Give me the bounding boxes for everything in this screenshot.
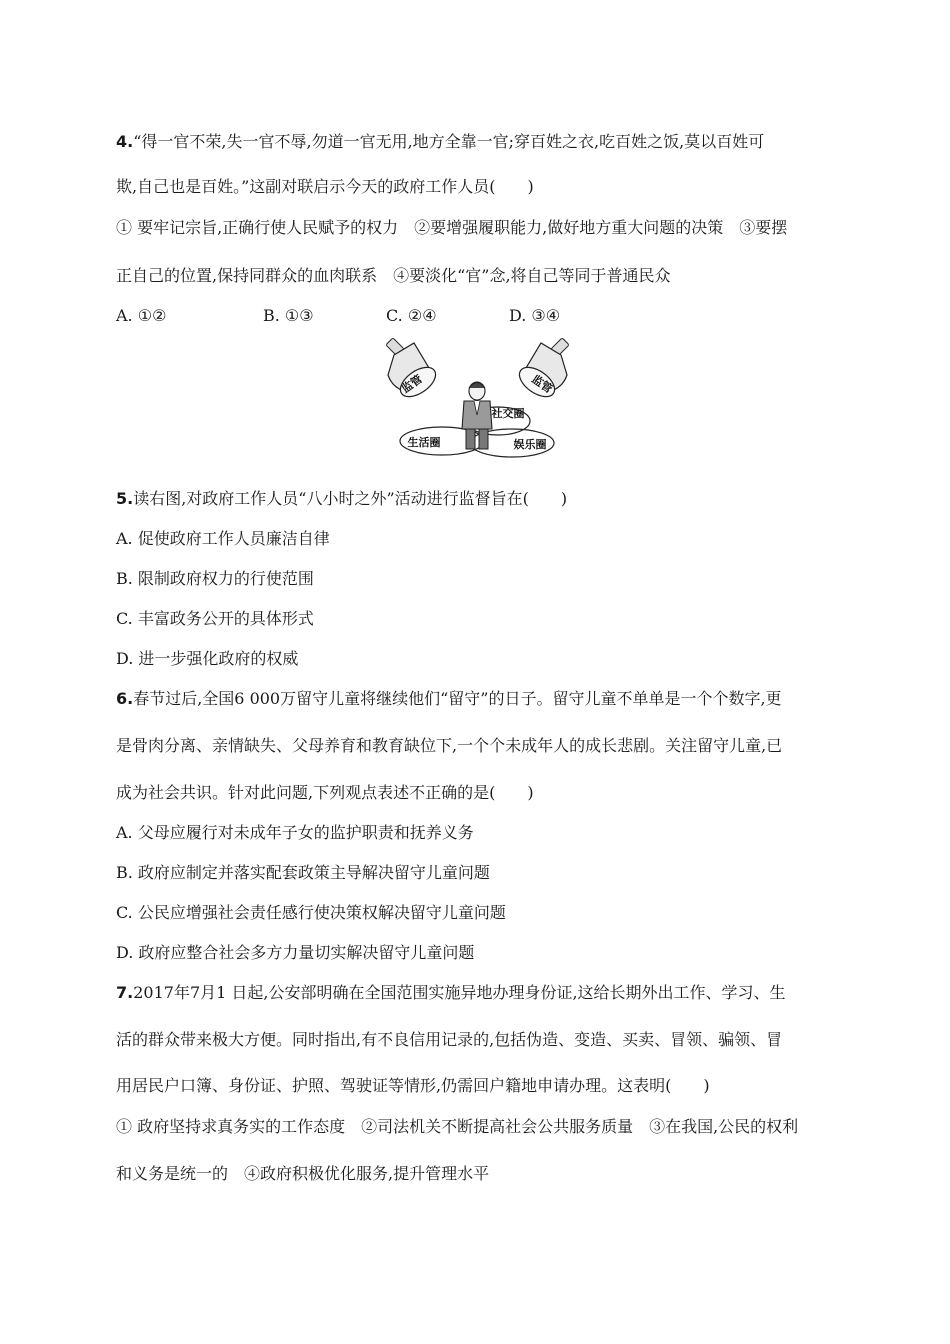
social-circle-label: 社交圈: [491, 407, 525, 420]
q6-option-d[interactable]: D. 政府应整合社会多方力量切实解决留守儿童问题: [116, 943, 475, 962]
q5-stem: [116, 489, 567, 509]
q4-option-b[interactable]: B. ①③: [263, 306, 314, 325]
q6-number: 6.: [116, 689, 134, 708]
q6-option-a[interactable]: A. 父母应履行对未成年子女的监护职责和抚养义务: [116, 823, 474, 842]
q4-option-d[interactable]: D. ③④: [509, 306, 561, 325]
q7-items-line-1: ① 政府坚持求真务实的工作态度 ②司法机关不断提高社会公共服务质量 ③在我国,公民的权利: [116, 1117, 799, 1136]
q4-number: 4.: [116, 132, 134, 151]
q6-stem-line-2: 是骨肉分离、亲情缺失、父母养育和教育缺位下,一个个未成年人的成长悲剧。关注留守儿童,已: [116, 736, 783, 755]
official-figure-icon: [462, 382, 492, 449]
q4-stem-line-2: 欺,自己也是百姓。”这副对联启示今天的政府工作人员( ): [116, 177, 534, 196]
q4-option-a[interactable]: A. ①②: [116, 306, 167, 325]
right-lamp-label: 监管: [529, 372, 555, 396]
life-circle-label: 生活圈: [407, 436, 441, 449]
q7-stem-line-1: [116, 983, 786, 1003]
q5-option-d[interactable]: D. 进一步强化政府的权威: [116, 649, 299, 668]
q7-number: 7.: [116, 983, 134, 1002]
q4-items-line-2: 正自己的位置,保持同群众的血肉联系 ④要淡化“官”念,将自己等同于普通民众: [116, 266, 671, 285]
supervision-illustration: [380, 335, 575, 463]
q6-option-b[interactable]: B. 政府应制定并落实配套政策主导解决留守儿童问题: [116, 863, 490, 882]
entertainment-circle-label: 娱乐圈: [513, 438, 547, 451]
q6-option-c[interactable]: C. 公民应增强社会责任感行使决策权解决留守儿童问题: [116, 903, 506, 922]
supervision-figure: [380, 335, 575, 463]
q5-option-b[interactable]: B. 限制政府权力的行使范围: [116, 569, 314, 588]
q7-stem-line-3: 用居民户口簿、身份证、护照、驾驶证等情形,仍需回户籍地申请办理。这表明( ): [116, 1076, 710, 1095]
q4-option-c[interactable]: C. ②④: [386, 306, 437, 325]
q5-option-a[interactable]: A. 促使政府工作人员廉洁自律: [116, 529, 330, 548]
left-lamp-label: 监管: [399, 372, 425, 396]
left-spotlight-icon: [386, 338, 441, 403]
q7-items-line-2: 和义务是统一的 ④政府积极优化服务,提升管理水平: [116, 1164, 490, 1183]
q5-number: 5.: [116, 489, 134, 508]
q4-options: [116, 306, 616, 326]
q4-stem-text-1: “得一官不荣,失一官不辱,勿道一官无用,地方全靠一官;穿百姓之衣,吃百姓之饭,莫以百姓可: [133, 132, 765, 151]
q6-stem-line-1: [116, 689, 782, 709]
q6-stem-text-1: 春节过后,全国6 000万留守儿童将继续他们“留守”的日子。留守儿童不单单是一个个数字,更: [133, 689, 782, 708]
q7-stem-line-2: 活的群众带来极大方便。同时指出,有不良信用记录的,包括伪造、变造、买卖、冒领、骗领、冒: [116, 1030, 783, 1049]
q5-stem-text: 读右图,对政府工作人员“八小时之外”活动进行监督旨在( ): [133, 489, 568, 508]
q4-items-line-1: ① 要牢记宗旨,正确行使人民赋予的权力 ②要增强履职能力,做好地方重大问题的决策 ③要摆: [116, 218, 788, 237]
q4-stem-line-1: [116, 132, 764, 152]
q5-option-c[interactable]: C. 丰富政务公开的具体形式: [116, 609, 314, 628]
q7-stem-text-1: 2017年7月1 日起,公安部明确在全国范围实施异地办理身份证,这给长期外出工作、学习、生: [133, 983, 786, 1002]
right-spotlight-icon: [514, 338, 569, 403]
q6-stem-line-3: 成为社会共识。针对此问题,下列观点表述不正确的是( ): [116, 783, 534, 802]
